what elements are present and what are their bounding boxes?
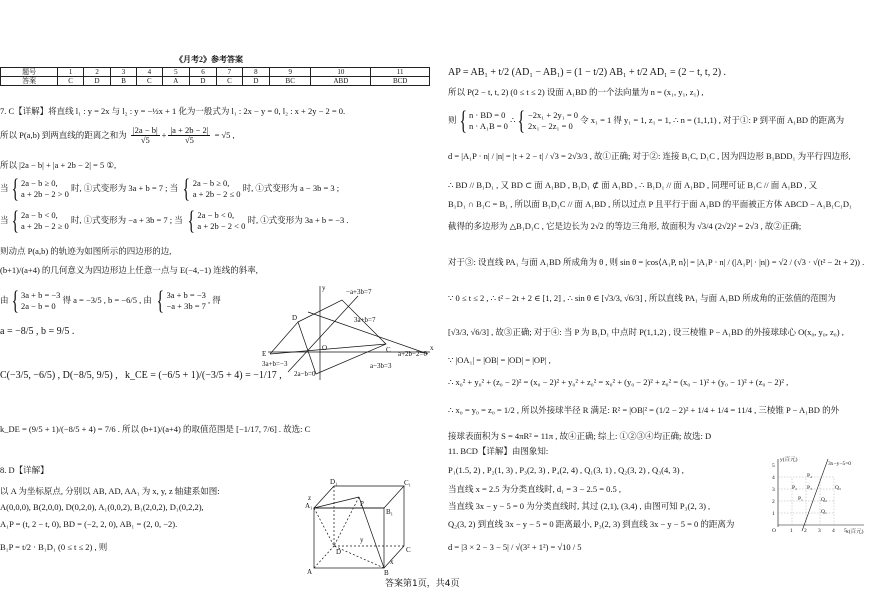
point-q3: Q₃	[835, 485, 841, 491]
fig1-label: D	[292, 314, 298, 322]
r3: 则{ n · BD = 0 n · A₁B = 0 ∴{ −2x₁ + 2y₁ = 0 2x₁ − 2z₁ = 0 令 x₁ = 1 得 y₁ = 1, z₁ = 1, ∴ n = (1,1,1) , 对于①: P 到平面 A₁BD 的距离为	[448, 106, 845, 135]
page-footer: 答案第1页，共4页	[385, 579, 460, 589]
fig2-label: A₁	[305, 502, 313, 510]
eq: −2x₁ + 2y₁ = 0	[527, 110, 579, 121]
table-cell: 4	[136, 68, 162, 77]
numerator: |2a − b|	[132, 125, 158, 135]
fig2-label: y	[360, 536, 364, 544]
q7-case-row2: 当{ 2a − b < 0, a + 2b − 2 ≥ 0 时, ①式变形为 −a + 3b = 7 ; 当 { 2a − b < 0, a + 2b − 2 < 0 时, ①式变形为 3a + b = −3 .	[0, 206, 349, 235]
case-text: 时, ①式变形为 −a + 3b = 7 ; 当	[70, 214, 183, 225]
row-label: 题号	[1, 68, 58, 77]
fig3-label: 5	[844, 528, 847, 534]
fig3-label: 2	[804, 528, 807, 534]
table-cell: ABD	[311, 77, 371, 86]
sys2-result: , 得	[207, 294, 221, 305]
brace: {	[182, 174, 191, 203]
eq: 2a − b = 0	[21, 301, 56, 311]
fig3-label: 3	[772, 487, 775, 493]
fig3-label: 4	[832, 528, 835, 534]
fig2-label: A	[307, 568, 313, 576]
point-p1: P₁	[798, 496, 803, 502]
q11-l1: P₁(1.5, 2) , P₂(1, 3) , P₃(2, 3) , P₄(2, 4) , Q₁(3, 1) , Q₂(3, 2) , Q₃(4, 3) ,	[448, 465, 684, 475]
q7-systems: 由{ 3a + b = −3 2a − b = 0 得 a = −3/5 , b = −6/5 , 由 { 3a + b = −3 −a + 3b = 7 , 得	[0, 286, 221, 315]
case-text: 时, ①式变形为 3a + b = 7 ; 当	[71, 182, 179, 193]
system	[469, 110, 508, 131]
brace: {	[187, 206, 195, 235]
table-cell: 5	[162, 68, 189, 77]
q8-l4: B₁P = t/2 · B₁D₁ (0 ≤ t ≤ 2) , 则	[0, 542, 108, 552]
table-cell: C	[136, 77, 162, 86]
r14: 接球表面积为 S = 4πR² = 11π , 故④正确; 综上: ①②③④均正确; 故选: D	[448, 431, 712, 441]
classification-figure	[768, 455, 868, 535]
table-cell: 9	[269, 68, 311, 77]
table-cell: 3	[111, 68, 137, 77]
q7-line2: 所以 P(a,b) 到两直线的距离之和为 $\frac{|2a - b|}{√5}$ + $\frac{|a + 2b - 2|}{√5}$ = √5 ,	[0, 125, 235, 146]
fig1-label: a−3b=3	[370, 362, 392, 370]
brace: {	[517, 106, 526, 135]
fig2-label: C	[406, 546, 411, 554]
table-cell: B	[111, 77, 137, 86]
diag	[314, 508, 334, 546]
q8-l1: 以 A 为坐标原点, 分别以 AB, AD, AA₁ 为 x, y, z 轴建系如图:	[0, 486, 220, 496]
cube-hidden-edge	[314, 546, 334, 568]
point-p3: P₃	[807, 485, 812, 491]
cube-edge	[384, 546, 404, 568]
fig1-label: 3a+b=−3	[262, 360, 288, 368]
system	[528, 110, 578, 131]
fig2-label: D₁	[330, 478, 338, 486]
fig3-label: 3x−y−5=0	[828, 461, 852, 467]
q7-kce: k_CE = (−6/5 + 1)/(−3/5 + 4) = −1/17 ,	[125, 370, 282, 381]
row-label: 答案	[1, 77, 58, 86]
fig2-label: x	[390, 558, 394, 566]
r5: ∴ BD // B₁D₁ , 又 BD ⊂ 面 A₁BD , B₁D₁ ⊄ 面 A₁BD , ∴ B₁D₁ // 面 A₁BD , 同理可证 B₁C // 面 A₁BD , 又	[448, 180, 818, 190]
table-cell: D	[84, 77, 111, 86]
diag	[314, 497, 359, 508]
point-p2: P₂	[792, 485, 797, 491]
fraction	[168, 126, 210, 146]
eq: 2a − b < 0,	[197, 210, 235, 221]
fig3-label: 2	[772, 499, 775, 505]
system	[21, 290, 60, 311]
fig1-label: y	[322, 284, 326, 292]
table-cell: BC	[269, 77, 311, 86]
table-cell: 2	[84, 68, 111, 77]
q11-l2: 当直线 x = 2.5 为分类直线时, d₁ = 3 − 2.5 = 0.5 ,	[448, 484, 622, 494]
eq: n · A₁B = 0	[469, 121, 508, 131]
fig1-label: a+2b−2=0	[398, 350, 427, 358]
fig1-label: 2a−b=0	[294, 370, 316, 378]
numerator: |a + 2b − 2|	[170, 125, 209, 135]
q8-title: 8. D【详解】	[0, 465, 49, 475]
r9: ∵ 0 ≤ t ≤ 2 , ∴ t² − 2t + 2 ∈ [1, 2] , ∴ sin θ ∈ [√3/3, √6/3] , 所以直线 PA₁ 与面 A₁BD 所成角的正弦值的范围为	[448, 293, 836, 303]
fig3-label: 1	[772, 511, 775, 517]
system	[21, 210, 69, 231]
fig1-label: O	[322, 344, 328, 352]
fig2-label: D	[336, 548, 342, 556]
table-cell: C	[58, 77, 84, 86]
fig1-label: x	[430, 344, 434, 352]
point-q1: Q₁	[821, 509, 827, 515]
fig3-label: x(百元)	[846, 529, 864, 535]
eq: a + 2b − 2 ≤ 0	[192, 189, 241, 199]
eq: a + 2b − 2 > 0	[21, 189, 69, 199]
r10: [√3/3, √6/3] , 故③正确; 对于④: 当 P 为 B₁D₁ 中点时 P(1,1,2) , 设三棱锥 P − A₁BD 的外接球球心 O(x₀, y₀, z₀) ,	[448, 327, 844, 337]
brace: {	[459, 106, 467, 135]
point-q2: Q₂	[821, 497, 827, 503]
fig1-label: C	[386, 346, 391, 354]
brace: {	[11, 286, 19, 315]
r6: B₁D₁ ∩ B₁C = B₁ , 所以面 B₁D₁C // 面 A₁BD , 所以过点 P 且平行于面 A₁BD 的平面被正方体 ABCD − A₁B₁C₁D₁	[448, 199, 852, 209]
table-cell: 10	[311, 68, 371, 77]
table-cell: BCD	[371, 77, 430, 86]
table-cell: 7	[217, 68, 243, 77]
fig3-label: 5	[772, 463, 775, 469]
system	[193, 178, 241, 199]
fig2-label: z	[308, 494, 312, 502]
table-cell: A	[162, 77, 189, 86]
fig2-label: B	[384, 569, 389, 576]
q7-case-row1: 当{ 2a − b ≥ 0, a + 2b − 2 > 0 时, ①式变形为 3a + b = 7 ; 当 { 2a − b ≥ 0, a + 2b − 2 ≤ 0 时, ①式变形为 a − 3b = 3 ;	[0, 174, 340, 203]
eq: −a + 3b = 7	[166, 301, 206, 311]
table-row	[1, 68, 430, 77]
r4: d = |A₁P · n| / |n| = |t + 2 − t| / √3 = 2√3/3 , 故①正确; 对于②: 连接 B₁C, D₁C , 因为四边形 B₁BDD₁ 为平行四边形,	[448, 151, 851, 161]
q11-l5: d = |3 × 2 − 3 − 5| / √(3² + 1²) = √10 / 5	[448, 542, 582, 552]
r2: 所以 P(2 − t, t, 2) (0 ≤ t ≤ 2) 设面 A₁BD 的一个法向量为 n = (x₁, y₁, z₁) ,	[448, 87, 704, 97]
r7: 截得的多边形为 △B₁D₁C , 它是边长为 2√2 的等边三角形, 故面积为 √3/4 (2√2)² = 2√3 , 故②正确;	[448, 221, 802, 231]
eq: a + 2b − 2 < 0	[197, 221, 246, 231]
eq: a + 2b − 2 ≥ 0	[21, 221, 69, 231]
q7-slope: (b+1)/(a+4) 的几何意义为四边形边上任意一点与 E(−4,−1) 连线的斜率,	[0, 265, 258, 275]
line-ec	[270, 344, 386, 354]
diag	[334, 546, 384, 568]
case-text: 时, ①式变形为 a − 3b = 3 ;	[242, 182, 340, 193]
eq: 2a − b ≥ 0,	[21, 178, 58, 189]
q11-title: 11. BCD【详解】由图象知:	[448, 446, 549, 456]
page-title: 《月考2》参考答案	[175, 55, 243, 64]
denominator: √5	[185, 135, 194, 146]
r1: AP = AB₁ + t/2 (AD₁ − AB₁) = (1 − t/2) AB₁ + t/2 AD₁ = (2 − t, t, 2) .	[448, 67, 727, 78]
q7-line2-eq: = √5 ,	[214, 129, 235, 140]
q7-kde: k_DE = (9/5 + 1)/(−8/5 + 4) = 7/6 . 所以 (b+1)/(a+4) 的取值范围是 [−1/17, 7/6] . 故选: C	[0, 424, 311, 434]
eq: 2a − b ≥ 0,	[192, 178, 230, 189]
q7-points: C(−3/5, −6/5) , D(−8/5, 9/5) ,	[0, 370, 118, 381]
fig2-label: C₁	[404, 479, 412, 487]
system	[166, 290, 205, 311]
fig3-label: 3	[818, 528, 821, 534]
r11: ∵ |OA₁| = |OB| = |OD| = |OP| ,	[448, 355, 551, 365]
fig1-label: −a+3b=7	[346, 288, 372, 296]
diag	[334, 497, 359, 546]
table-cell: D	[189, 77, 216, 86]
fig2-label: B₁	[386, 508, 394, 516]
table-cell: D	[242, 77, 269, 86]
eq: n · BD = 0	[469, 110, 506, 121]
brace: {	[11, 174, 19, 203]
fraction	[131, 126, 160, 146]
table-cell: 6	[189, 68, 216, 77]
line-ed	[270, 322, 298, 354]
denominator: √5	[140, 135, 150, 146]
case-text: 时, ①式变形为 3a + b = −3 .	[247, 214, 349, 225]
r8: 对于③: 设直线 PA₁ 与面 A₁BD 所成角为 θ , 则 sin θ = |cos⟨A₁P, n⟩| = |A₁P · n| / (|A₁P| · |n|) = √2 / (√3 · √(t² − 2t + 2)) .	[448, 257, 865, 267]
fig1-label: 3a+b=7	[354, 316, 376, 324]
q11-l3: 当直线 3x − y − 5 = 0 为分类直线时, 其过 (2,1), (3,4) , 由图可知 P₃(2, 3) ,	[448, 501, 711, 511]
table-cell: 11	[371, 68, 430, 77]
q7-moving: 则动点 P(a,b) 的轨迹为如图所示的四边形的边,	[0, 246, 172, 256]
brace: {	[156, 286, 164, 315]
fig3-label: 4	[772, 475, 775, 481]
eq: 3a + b = −3	[166, 290, 206, 301]
point-p4: P₄	[807, 473, 812, 479]
q11-l4: Q₂(3, 2) 到直线 3x − y − 5 = 0 距离最小, P₃(2, 3) 到直线 3x − y − 5 = 0 的距离为	[448, 519, 735, 529]
fig3-label: O	[772, 528, 776, 534]
fig2-label: P	[360, 500, 364, 508]
table-cell: 1	[58, 68, 84, 77]
r12: ∴ x₀² + y₀² + (z₀ − 2)² = (x₀ − 2)² + y₀² + z₀² = x₀² + (y₀ − 2)² + z₀² = (x₀ − 1)² + (y₀ − 1)² + (z₀ − 2)² ,	[448, 377, 789, 387]
q8-l2: A(0,0,0), B(2,0,0), D(0,2,0), A₁(0,0,2), B₁(2,0,2), D₁(0,2,2),	[0, 502, 204, 512]
trajectory-figure	[258, 282, 440, 384]
system	[197, 210, 245, 231]
answer-table	[0, 67, 430, 86]
brace: {	[11, 206, 19, 235]
sys1-result: 得 a = −3/5 , b = −6/5 ,	[62, 294, 142, 305]
table-cell: C	[217, 77, 243, 86]
fig3-label: y(百元)	[780, 457, 798, 463]
r3-text: 令 x₁ = 1 得 y₁ = 1, z₁ = 1, ∴ n = (1,1,1) , 对于①: P 到平面 A₁BD 的距离为	[580, 114, 845, 125]
table-row	[1, 77, 430, 86]
q8-l3: A₁P = (t, 2 − t, 0), BD = (−2, 2, 0), AB₁ = (2, 0, −2).	[0, 519, 178, 529]
cube-figure	[304, 478, 416, 576]
table-cell: 8	[242, 68, 269, 77]
eq: 3a + b = −3	[21, 290, 61, 301]
r13: ∴ x₀ = y₀ = z₀ = 1/2 , 所以外接球半径 R 满足: R² = |OB|² = (1/2 − 2)² + 1/4 + 1/4 = 11/4 , 三棱锥 P − A₁BD 的外	[448, 405, 840, 415]
fig3-label: 1	[790, 528, 793, 534]
q7-result: a = −8/5 , b = 9/5 .	[0, 326, 75, 337]
q7-line2-text: 所以 P(a,b) 到两直线的距离之和为	[0, 129, 127, 140]
eq: 2a − b < 0,	[21, 210, 58, 221]
q7-intro: 7. C【详解】将直线 l₁ : y = 2x 与 l₂ : y = −½x + 1 化为一般式为 l₁ : 2x − y = 0, l₂ : x + 2y − 2 = 0.	[0, 106, 346, 116]
system	[21, 178, 69, 199]
eq: 2x₁ − 2z₁ = 0	[527, 121, 573, 131]
q7-line3: 所以 |2a − b| + |a + 2b − 2| = 5 ①,	[0, 160, 117, 170]
fig1-label: E	[262, 350, 267, 358]
